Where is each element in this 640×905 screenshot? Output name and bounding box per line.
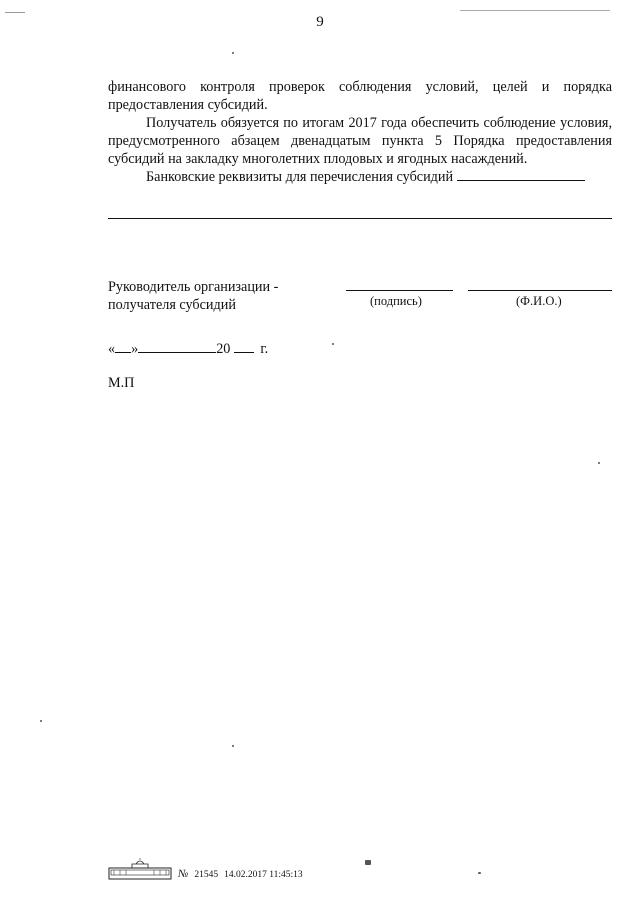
- scan-noise: [460, 10, 610, 11]
- scan-noise: [598, 462, 600, 464]
- paragraph-obligation: Получатель обязуется по итогам 2017 года обеспечить соблюдение условия, предусмотренного абзацем двенадцатым пункта 5 Порядка предоставления субсидий на закладку многолетних плодовых и ягодных насаждений.: [108, 115, 612, 167]
- scan-noise: [365, 860, 371, 865]
- date-line: [108, 340, 268, 358]
- stamp-place: М.П: [108, 375, 135, 391]
- paragraph-bank-details: [108, 168, 612, 186]
- year-prefix: 20: [216, 341, 231, 357]
- day-blank: [115, 340, 131, 353]
- scan-noise: [332, 343, 334, 345]
- name-caption: (Ф.И.О.): [516, 294, 562, 308]
- signer-role-line1: Руководитель организации -: [108, 279, 279, 295]
- page-number: 9: [316, 14, 324, 30]
- body-text: [108, 78, 612, 186]
- bank-details-full-line: [108, 218, 612, 219]
- signature-caption: (подпись): [370, 294, 422, 308]
- scan-noise: [232, 745, 234, 747]
- scan-noise: [5, 12, 25, 13]
- year-suffix: г.: [260, 341, 269, 357]
- bank-details-blank: [457, 168, 585, 181]
- scan-noise: [232, 52, 234, 54]
- year-blank: [234, 340, 254, 353]
- bank-details-label: Банковские реквизиты для перечисления субсидий: [146, 169, 454, 185]
- registration-number-symbol: №: [178, 868, 189, 880]
- registration-footer: [108, 858, 303, 880]
- name-line: [468, 290, 612, 291]
- registration-datetime: 14.02.2017 11:45:13: [224, 870, 303, 880]
- scan-noise: [478, 872, 481, 874]
- signature-line: [346, 290, 453, 291]
- signer-role: [108, 278, 278, 314]
- paragraph-control: финансового контроля проверок соблюдения условий, целей и порядка предоставления субсидий.: [108, 79, 612, 113]
- building-logo-icon: [108, 858, 172, 880]
- signer-role-line2: получателя субсидий: [108, 297, 236, 313]
- scan-noise: [40, 720, 42, 722]
- date-open-quote: «: [108, 341, 116, 357]
- date-close-quote: »: [131, 341, 139, 357]
- registration-number: 21545: [194, 870, 219, 880]
- month-blank: [138, 340, 216, 353]
